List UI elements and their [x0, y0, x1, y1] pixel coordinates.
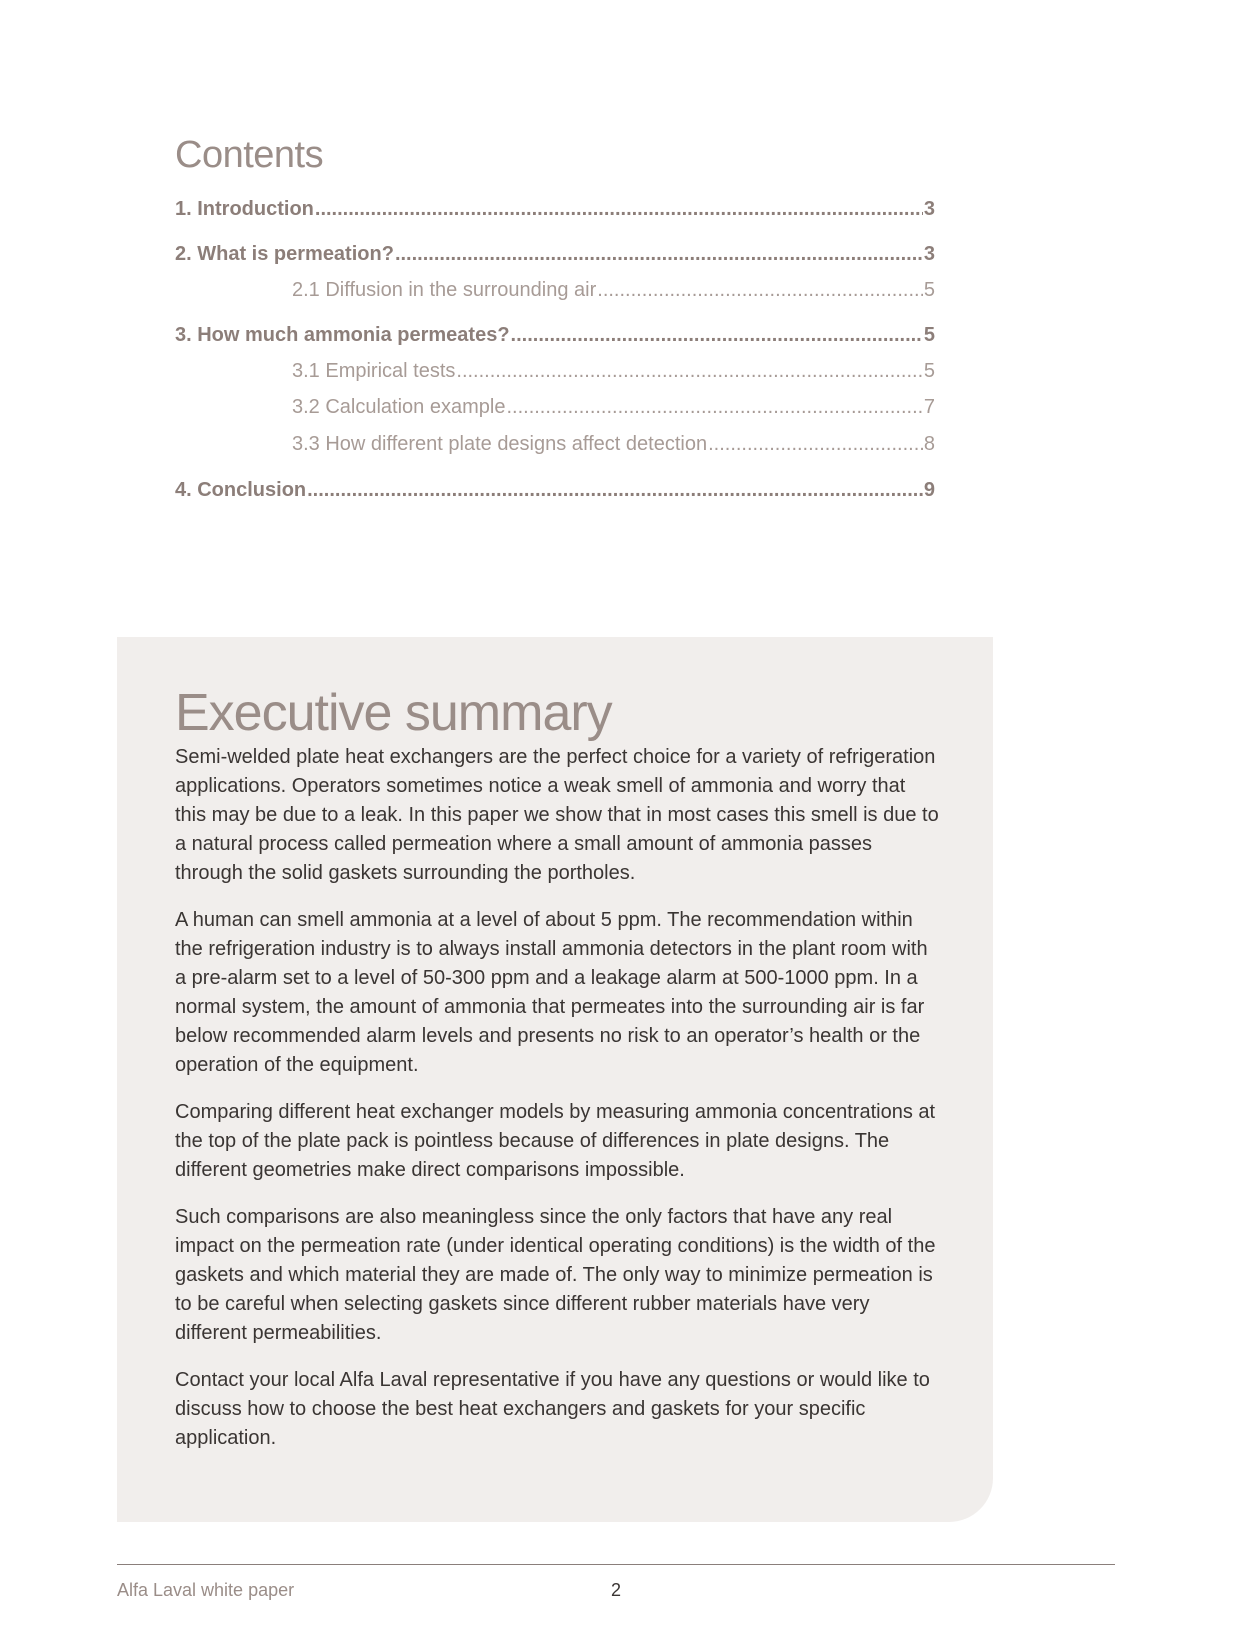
toc-dot-leader [597, 277, 923, 303]
toc-dot-leader [307, 477, 923, 503]
executive-summary-heading: Executive summary [175, 684, 612, 742]
toc-entry-page: 3 [923, 243, 935, 265]
toc-entry-page: 5 [923, 279, 935, 301]
toc-dot-leader [511, 322, 923, 348]
toc-entry-page: 7 [923, 396, 935, 418]
toc-entry-introduction[interactable] [175, 196, 935, 222]
toc-entry-title: 1. Introduction [175, 198, 314, 220]
toc-entry-title: 2.1 Diffusion in the surrounding air [292, 279, 597, 301]
summary-paragraph: Comparing different heat exchanger models by measuring ammonia concentrations at the top of the plate pack is pointless because of differences in plate designs. The different geometries make direct comparisons impossible. [175, 1101, 936, 1181]
toc-entry-page: 8 [923, 433, 935, 455]
toc-entry-page: 5 [923, 360, 935, 382]
summary-paragraph: A human can smell ammonia at a level of about 5 ppm. The recommendation within the refrigeration industry is to always install ammonia detectors in the plant room with a pre-alarm set to a level of 50-300 ppm and a leakage alarm at 500-1000 ppm. In a normal system, the amount of ammonia that permeates into the surrounding air is far below recommended alarm levels and presents no risk to an operator’s health or the operation of the equipment. [175, 909, 928, 1076]
executive-summary-panel [117, 637, 993, 1522]
toc-entry-page: 5 [923, 324, 935, 346]
footer-publication-name: Alfa Laval white paper [117, 1580, 295, 1600]
toc-entry-what-is-permeation[interactable] [175, 241, 935, 267]
toc-entry-how-much-ammonia[interactable] [175, 322, 935, 348]
footer-divider [117, 1564, 1115, 1565]
summary-paragraph: Such comparisons are also meaningless since the only factors that have any real impact on the permeation rate (under identical operating conditions) is the width of the gaskets and which material they are made of. The only way to minimize permeation is to be careful when selecting gaskets since different rubber materials have very different permeabilities. [175, 1206, 936, 1344]
toc-entry-title: 3. How much ammonia permeates? [175, 324, 510, 346]
toc-dot-leader [456, 358, 922, 384]
summary-paragraph: Contact your local Alfa Laval representative if you have any questions or would like to discuss how to choose the best heat exchangers and gaskets for your specific application. [175, 1369, 930, 1449]
executive-summary-body [175, 743, 940, 1471]
toc-dot-leader [506, 394, 922, 420]
toc-dot-leader [708, 431, 923, 457]
toc-entry-diffusion[interactable] [175, 277, 935, 303]
toc-dot-leader [395, 241, 923, 267]
toc-entry-conclusion[interactable] [175, 477, 935, 503]
toc-entry-title: 2. What is permeation? [175, 243, 394, 265]
contents-heading: Contents [175, 134, 324, 176]
toc-entry-calculation-example[interactable] [175, 394, 935, 420]
toc-entry-page: 3 [923, 198, 935, 220]
footer-page-number: 2 [611, 1580, 622, 1600]
toc-entry-page: 9 [923, 479, 935, 501]
summary-paragraph: Semi-welded plate heat exchangers are the perfect choice for a variety of refrigeration applications. Operators sometimes notice a weak smell of ammonia and worry that this may be due to a leak. In this paper we show that in most cases this smell is due to a natural process called permeation where a small amount of ammonia passes through the solid gaskets surrounding the portholes. [175, 746, 939, 884]
toc-entry-title: 3.2 Calculation example [292, 396, 506, 418]
toc-entry-title: 3.3 How different plate designs affect detection [292, 433, 708, 455]
toc-entry-title: 4. Conclusion [175, 479, 307, 501]
toc-entry-title: 3.1 Empirical tests [292, 360, 456, 382]
toc-entry-plate-designs[interactable] [175, 431, 935, 457]
toc-entry-empirical-tests[interactable] [175, 358, 935, 384]
toc-dot-leader [315, 196, 923, 222]
